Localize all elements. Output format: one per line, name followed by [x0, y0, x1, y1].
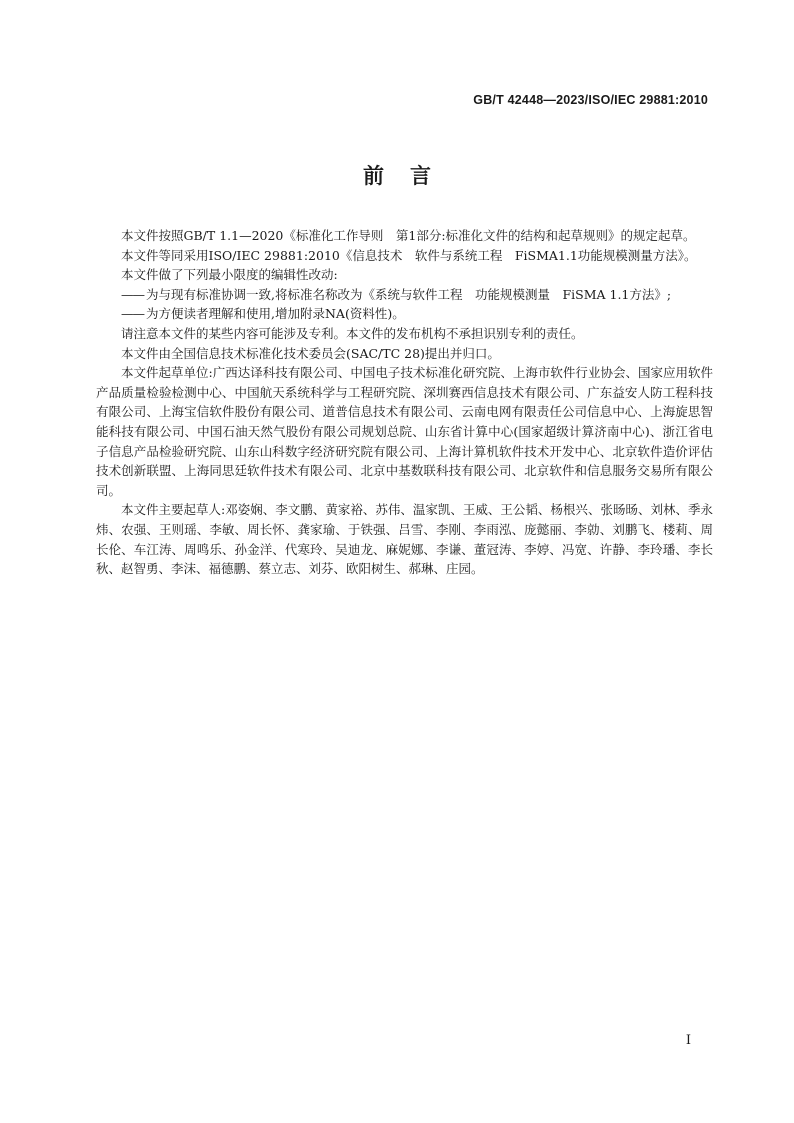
- standard-number-header: GB/T 42448—2023/ISO/IEC 29881:2010: [473, 93, 708, 107]
- list-dash: ——: [121, 306, 144, 322]
- page-title: 前言: [363, 164, 457, 188]
- paragraph-adoption: 本文件等同采用ISO/IEC 29881:2010《信息技术 软件与系统工程 FiSMA1.1功能规模测量方法》。: [121, 247, 697, 263]
- paragraph-editorial-changes: 本文件做了下列最小限度的编辑性改动:: [121, 267, 338, 283]
- paragraph-drafters: 本文件主要起草人:邓姿娴、李文鹏、黄家裕、苏伟、温家凯、王威、王公韬、杨根兴、张旸旸、刘林、季永炜、农强、王则瑶、李敏、周长怀、龚家瑜、于铁强、吕雪、李刚、李雨泓、庞懿丽、李勍、刘鹏飞、楼莉、周长伦、车江涛、周鸣乐、孙金洋、代寒玲、吴迪龙、麻妮娜、李谦、董冠涛、李婷、冯宽、许静、李玲璠、李长秋、赵智勇、李沫、福德鹏、蔡立志、刘芬、欧阳树生、郝琳、庄园。: [96, 502, 713, 577]
- list-dash: ——: [121, 286, 144, 302]
- page-number: I: [685, 1033, 691, 1048]
- list-item: [96, 304, 713, 324]
- list-item: [96, 285, 713, 305]
- paragraph-committee: 本文件由全国信息技术标准化技术委员会(SAC/TC 28)提出并归口。: [121, 345, 500, 361]
- paragraph-drafting-organizations: 本文件起草单位:广西达译科技有限公司、中国电子技术标准化研究院、上海市软件行业协会、国家应用软件产品质量检验检测中心、中国航天系统科学与工程研究院、深圳赛西信息技术有限公司、广东益安人防工程科技有限公司、上海宝信软件股份有限公司、道普信息技术有限公司、云南电网有限责任公司信息中心、上海旋思智能科技有限公司、中国石油天然气股份有限公司规划总院、山东省计算中心(国家超级计算济南中心)、浙江省电子信息产品检验研究院、山东山科数字经济研究院有限公司、上海计算机软件技术开发中心、北京软件造价评估技术创新联盟、上海同思廷软件技术有限公司、北京中基数联科技有限公司、北京软件和信息服务交易所有限公司。: [96, 365, 713, 498]
- paragraph-drafting-rules: 本文件按照GB/T 1.1—2020《标准化工作导则 第1部分:标准化文件的结构和起草规则》的规定起草。: [121, 228, 696, 243]
- paragraph-patent-notice: 请注意本文件的某些内容可能涉及专利。本文件的发布机构不承担识别专利的责任。: [121, 325, 584, 341]
- list-item-text: 为方便读者理解和使用,增加附录NA(资料性)。: [146, 306, 405, 322]
- list-item-text: 为与现有标准协调一致,将标准名称改为《系统与软件工程 功能规模测量 FiSMA 1.1方法》;: [146, 286, 672, 302]
- foreword-body: [96, 226, 713, 579]
